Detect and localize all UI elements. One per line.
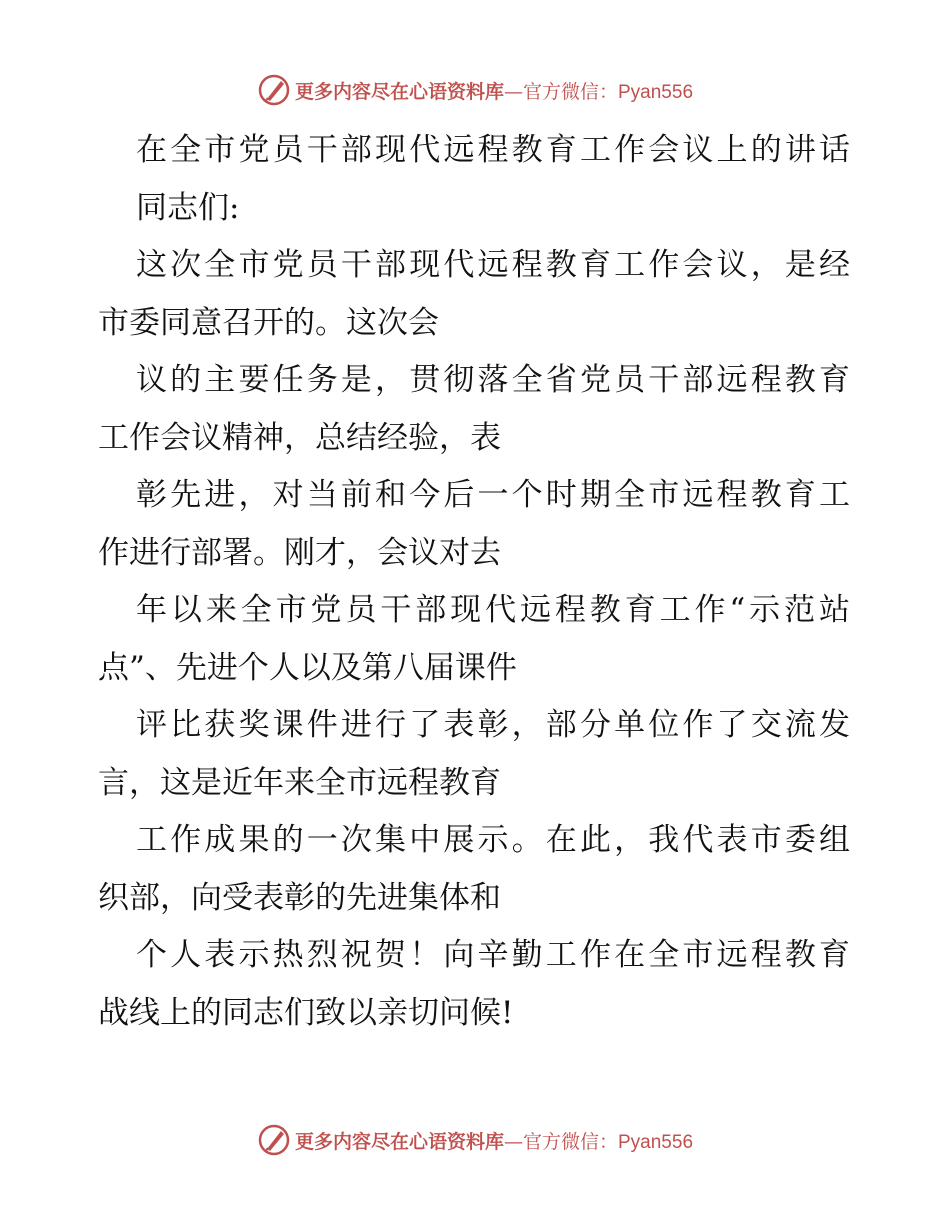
- watermark-main: 更多内容尽在心语资料库: [294, 1130, 504, 1153]
- watermark-main: 更多内容尽在心语资料库: [294, 80, 504, 103]
- header-watermark: [0, 70, 950, 110]
- watermark-sub: 官方微信：Pyan556: [523, 1131, 694, 1153]
- doc-line: 议的主要任务是，贯彻落全省党员干部远程教育: [136, 362, 850, 398]
- doc-line: 年以来全市党员干部现代远程教育工作“示范站: [136, 592, 850, 628]
- watermark-separator: —: [504, 80, 523, 103]
- doc-line: 这次全市党员干部现代远程教育工作会议，是经: [136, 247, 850, 283]
- doc-line: 织部，向受表彰的先进集体和: [98, 879, 501, 916]
- doc-line: 作进行部署。刚才，会议对去: [98, 534, 501, 571]
- watermark-text: [295, 77, 693, 104]
- watermark-separator: —: [504, 1130, 523, 1153]
- doc-line: 言，这是近年来全市远程教育: [98, 764, 501, 801]
- doc-line: 工作会议精神，总结经验，表: [98, 419, 501, 456]
- doc-line: 工作成果的一次集中展示。在此，我代表市委组: [136, 822, 850, 858]
- doc-line: 同志们:: [136, 189, 240, 226]
- watermark-text: [295, 1127, 693, 1154]
- quill-logo-icon: [257, 1123, 291, 1157]
- footer-watermark: [0, 1120, 950, 1160]
- doc-line: 战线上的同志们致以亲切问候!: [98, 994, 514, 1031]
- doc-line: 市委同意召开的。这次会: [98, 304, 439, 341]
- watermark-sub: 官方微信：Pyan556: [523, 81, 694, 103]
- doc-line: 点”、先进个人以及第八届课件: [98, 649, 517, 686]
- doc-line: 个人表示热烈祝贺！向辛勤工作在全市远程教育: [136, 937, 850, 973]
- doc-line: 彰先进，对当前和今后一个时期全市远程教育工: [136, 477, 850, 513]
- doc-line: 在全市党员干部现代远程教育工作会议上的讲话: [136, 132, 850, 168]
- quill-logo-icon: [257, 73, 291, 107]
- doc-line: 评比获奖课件进行了表彰，部分单位作了交流发: [136, 707, 850, 743]
- document-body: [98, 122, 858, 1042]
